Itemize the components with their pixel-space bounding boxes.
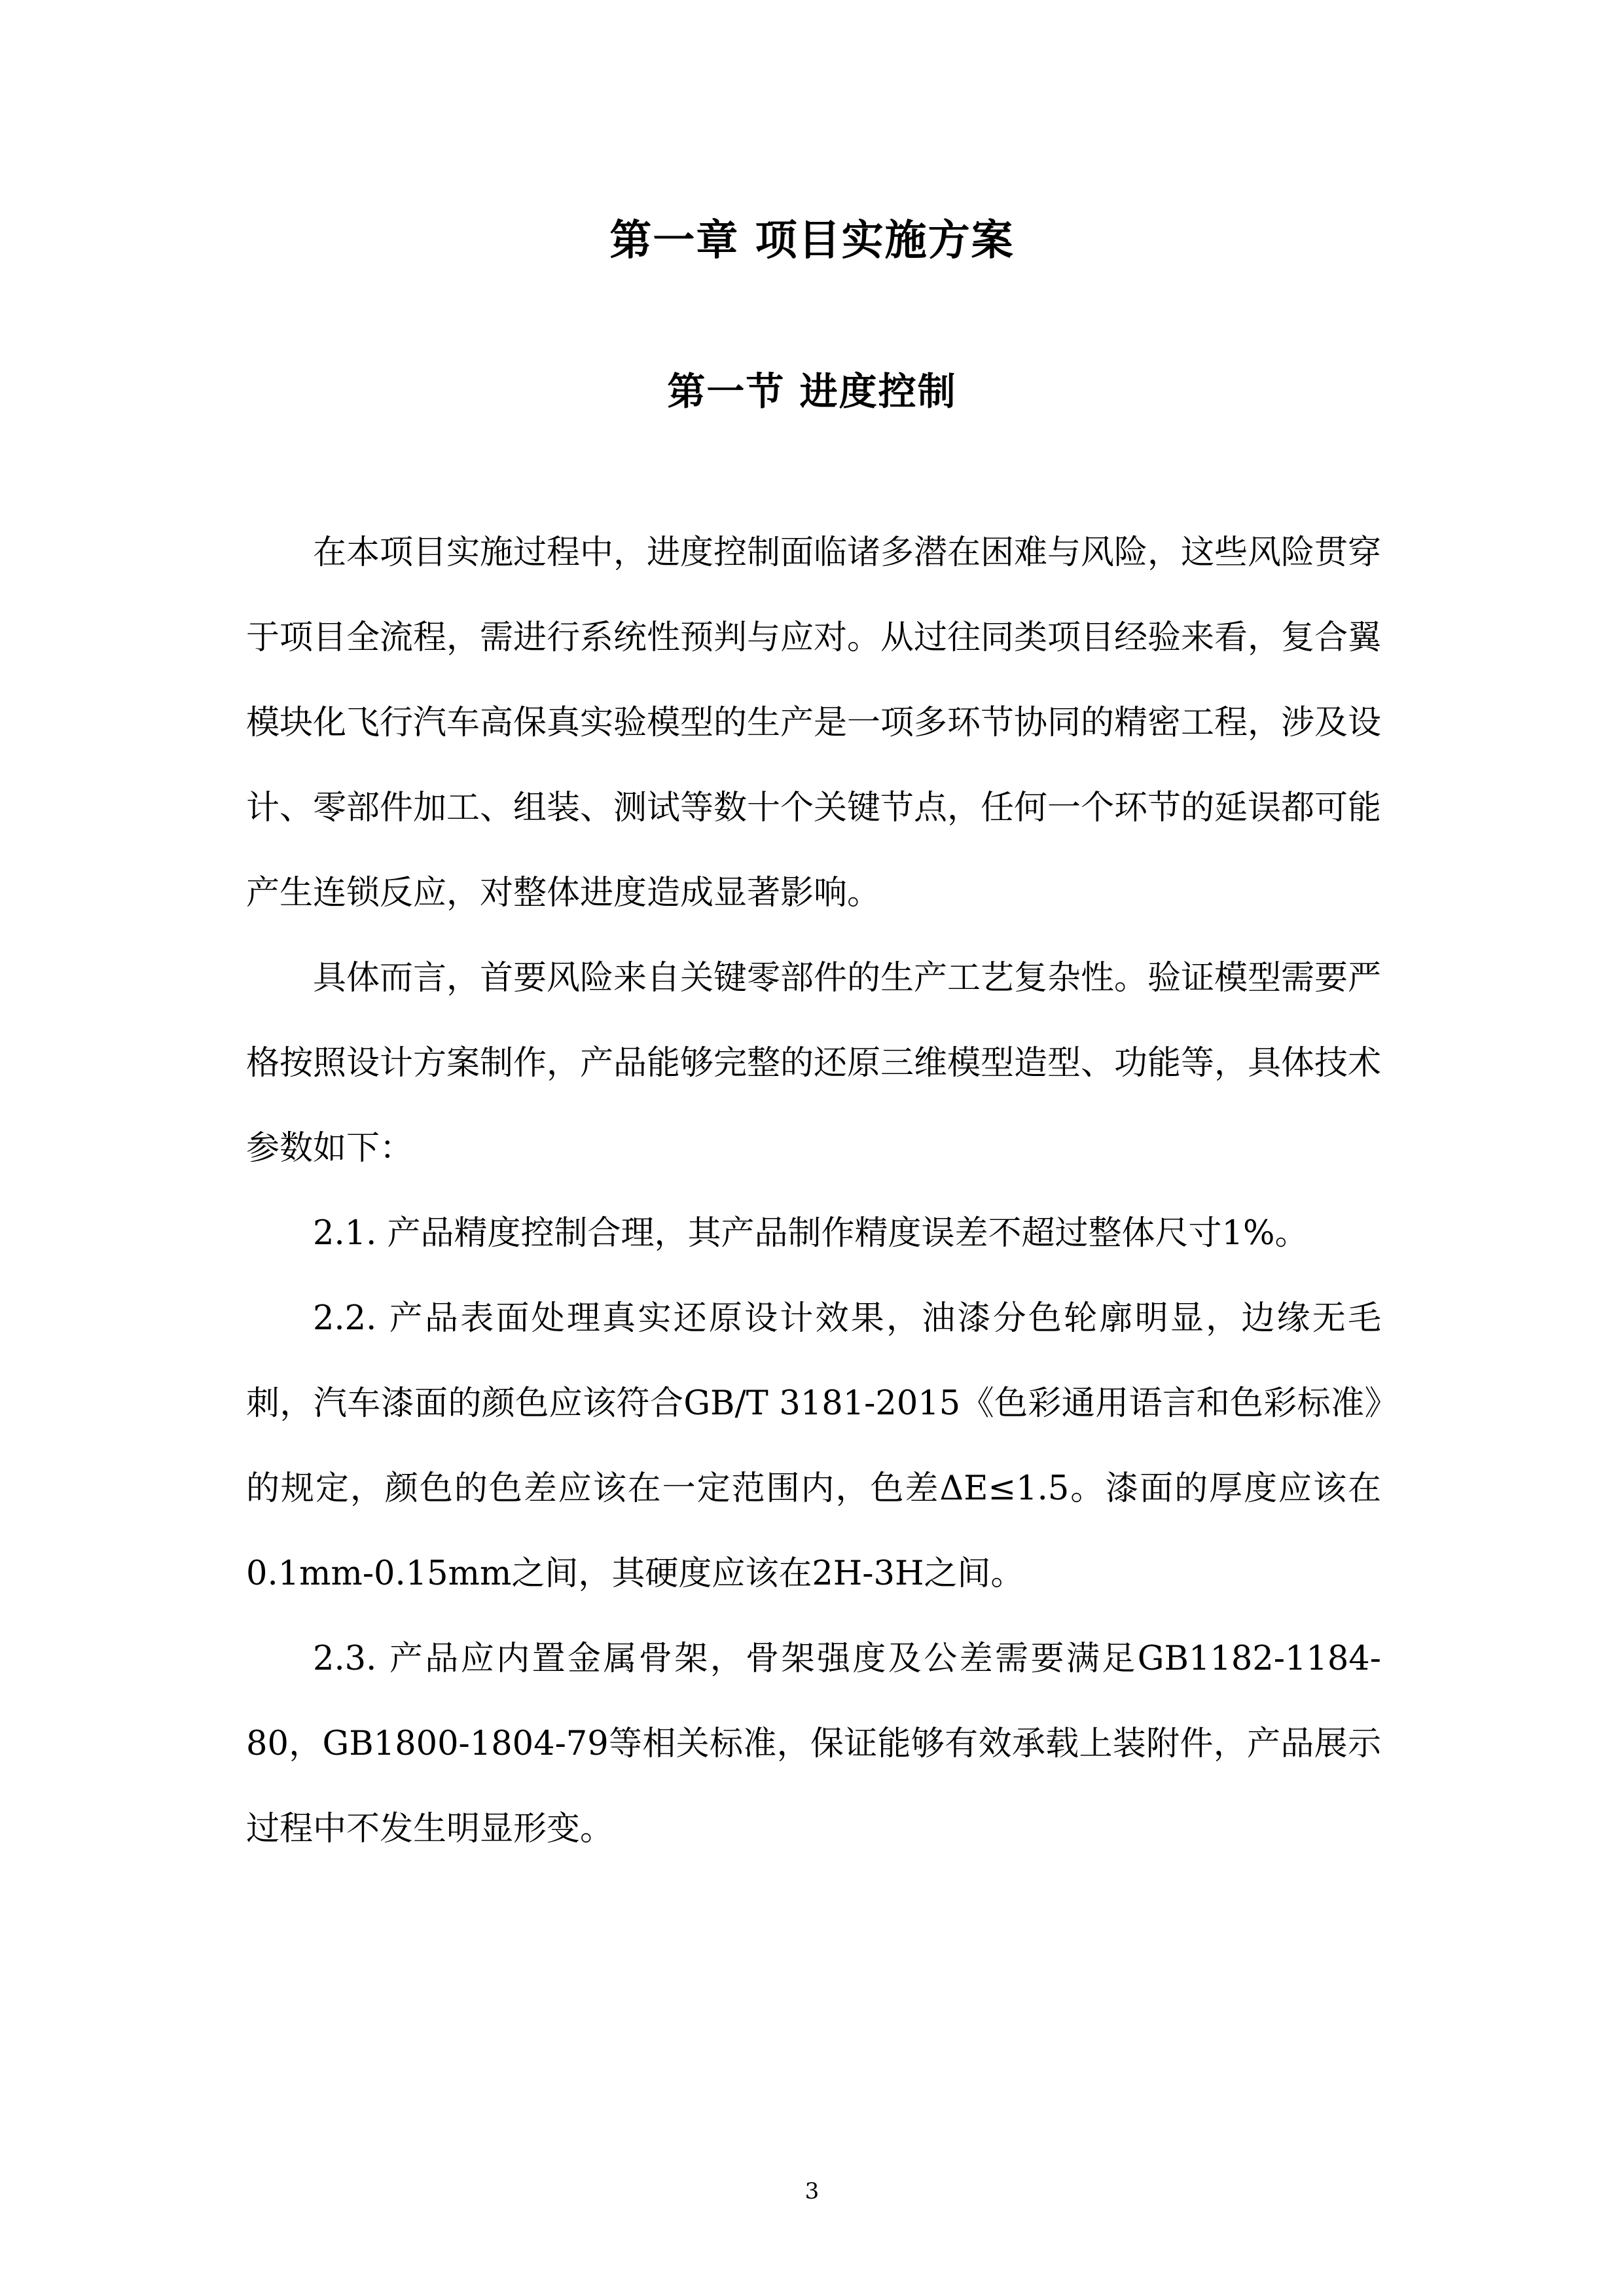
paragraph-spec-2-3: 2.3. 产品应内置金属骨架，骨架强度及公差需要满足GB1182-1184-80，GB1800-1804-79等相关标准，保证能够有效承载上装附件，产品展示过程中不发生明显形变。 [246, 1640, 1381, 1848]
chapter-title: 第一章 项目实施方案 [609, 216, 1015, 265]
paragraph-spec-2-1: 2.1. 产品精度控制合理，其产品制作精度误差不超过整体尺寸1%。 [313, 1214, 1308, 1253]
page-number: 3 [804, 2178, 820, 2204]
paragraph-risk: 具体而言，首要风险来自关键零部件的生产工艺复杂性。验证模型需要严格按照设计方案制作，产品能够完整的还原三维模型造型、功能等，具体技术参数如下： [246, 959, 1382, 1168]
paragraph-spec-2-2: 2.2. 产品表面处理真实还原设计效果，油漆分色轮廓明显，边缘无毛刺，汽车漆面的颜色应该符合GB/T 3181-2015《色彩通用语言和色彩标准》的规定，颜色的色差应该在一定范围内，色差ΔE≤1.5。漆面的厚度应该在0.1mm-0.15mm之间，其硬度应该在2H-3H之间。 [246, 1299, 1381, 1593]
body-text [246, 511, 1381, 1872]
section-title: 第一节 进度控制 [667, 369, 957, 414]
paragraph-intro: 在本项目实施过程中，进度控制面临诸多潜在困难与风险，这些风险贯穿于项目全流程，需进行系统性预判与应对。从过往同类项目经验来看，复合翼模块化飞行汽车高保真实验模型的生产是一项多环节协同的精密工程，涉及设计、零部件加工、组装、测试等数十个关键节点，任何一个环节的延误都可能产生连锁反应，对整体进度造成显著影响。 [246, 533, 1382, 912]
